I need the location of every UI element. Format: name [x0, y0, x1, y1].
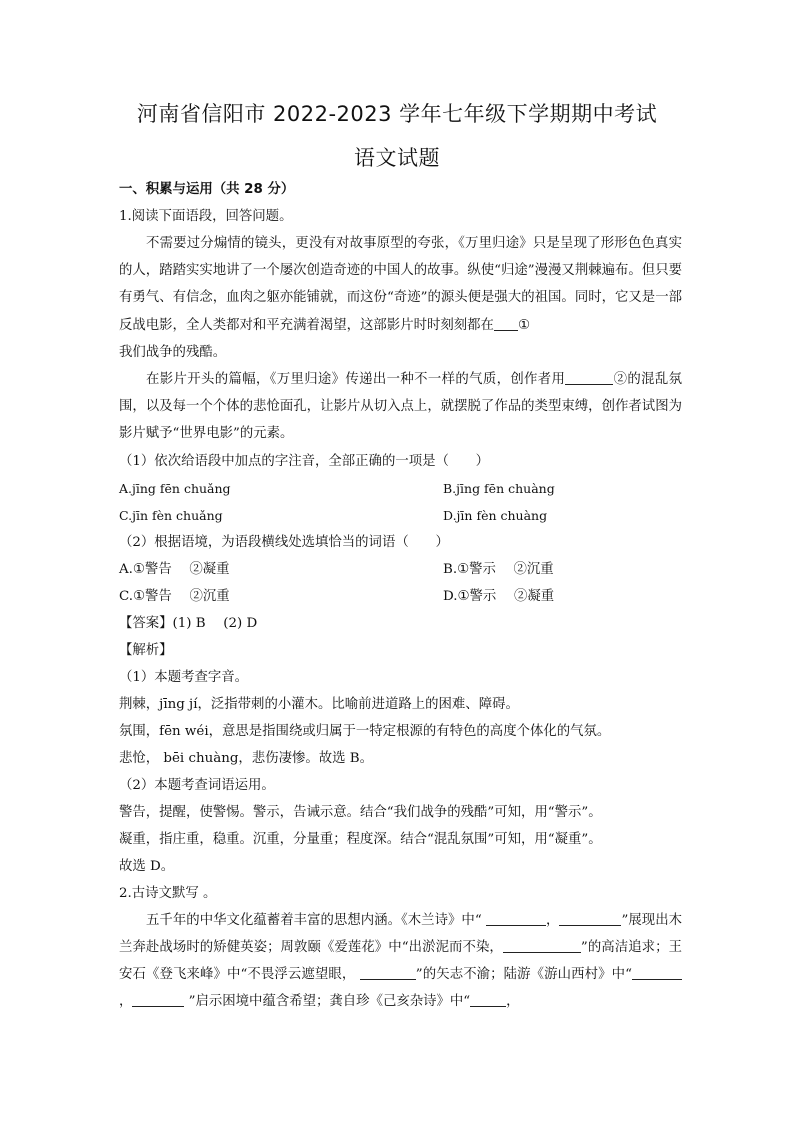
paragraph-text: ”的高洁追求；王安石《登飞来峰》中“不畏浮云遮望眼， — [119, 939, 682, 983]
analysis-line: 荆棘，jīng jí，泛指带刺的小灌木。比喻前进道路上的困难、障碍。 — [119, 696, 519, 712]
paragraph-text: 五千年的中华文化蕴蓄着丰富的思想内涵。《木兰诗》中“ — [146, 912, 486, 928]
paragraph-text: ”展现出木兰奔赴战场时的矫健英姿；周敦颐《爱莲花》中“出淤泥而不染， — [119, 912, 683, 955]
punctuation: ， — [119, 994, 133, 1010]
analysis-line: （2）本题考查词语运用。 — [119, 777, 275, 793]
punctuation: ， — [506, 994, 520, 1010]
option-c: C.①警告 ②沉重 — [119, 588, 230, 604]
reading-paragraph-2 — [119, 366, 682, 448]
analysis-line: （1）本题考查字音。 — [119, 669, 249, 685]
paragraph-text: 我们战争的残酷。 — [119, 344, 227, 360]
analysis-line: 凝重，指庄重，稳重。沉重，分量重；程度深。结合“混乱氛围”可知，用“凝重”。 — [119, 831, 602, 847]
options-row — [119, 502, 682, 529]
fill-blank — [559, 910, 621, 926]
question-1-stem: 1.阅读下面语段，回答问题。 — [119, 209, 293, 224]
reading-paragraph-1 — [119, 230, 682, 366]
answer-line: 【答案】(1) B (2) D — [119, 615, 258, 631]
paragraph-text: 的混乱氛围，以及每一个个体的悲怆面孔，让影片从切入点上，就摆脱了作品的类型束缚，创作者试图为影片赋予“世界电影”的元素。 — [119, 372, 682, 442]
options-row — [119, 556, 682, 583]
option-d: D.①警示 ②凝重 — [443, 588, 555, 604]
fill-blank — [132, 991, 184, 1007]
fill-blank — [632, 964, 682, 980]
analysis-label: 【解析】 — [119, 642, 173, 658]
fill-blank — [486, 910, 546, 926]
fill-blank — [360, 964, 416, 980]
paragraph-text: 在影片开头的篇幅，《万里归途》传递出一种不一样的气质，创作者用 — [146, 372, 566, 388]
option-b: B.①警示 ②沉重 — [443, 561, 554, 577]
option-b: B.jīng fēn chuàng — [443, 480, 555, 496]
paragraph-text: 不需要过分煽情的镜头，更没有对故事原型的夸张，《万里归途》只是呈现了形形色色真实的人，踏踏实实地讲了一个屡次创造奇迹的中国人的故事。纵使“归途”漫漫又荆棘遍布。但只要有勇气、有信念，血肉之躯亦能铺就，而这份“奇迹”的源头便是强大的祖国。同时，它又是一部反战电影，全人类都对和平充满着渴望，这部影片时时刻刻都在 — [119, 236, 682, 333]
fill-blank — [565, 369, 613, 385]
analysis-line: 悲怆， bēi chuàng，悲伤凄惨。故选 B。 — [119, 750, 374, 766]
option-d: D.jīn fèn chuàng — [443, 507, 548, 523]
option-a: A.①警告 ②凝重 — [119, 561, 230, 577]
analysis-line: 氛围，fēn wéi，意思是指围绕或归属于一特定根源的有特色的高度个体化的气氛。 — [119, 723, 611, 739]
exam-content — [119, 176, 682, 1015]
page-title: 河南省信阳市 2022-2023 学年七年级下学期期中考试 — [136, 102, 658, 126]
fill-blank — [503, 937, 581, 953]
question-2-stem: 2.古诗文默写 。 — [119, 885, 217, 901]
section-heading: 一、积累与运用（共 28 分） — [119, 182, 295, 197]
option-a: A.jīng fēn chuǎng — [119, 480, 231, 496]
paragraph-text: ”的矢志不渝；陆游《游山西村》中“ — [415, 967, 632, 983]
paragraph-text: ”启示困境中蕴含希望；龚自珍《己亥杂诗》中“ — [184, 994, 471, 1010]
analysis-line: 故选 D。 — [119, 858, 175, 874]
option-c: C.jīn fèn chuǎng — [119, 507, 223, 523]
subquestion-2-stem: （2）根据语境，为语段横线处选填恰当的词语（ ） — [119, 534, 449, 550]
punctuation: ， — [546, 912, 560, 928]
blank-marker: ② — [613, 372, 628, 388]
options-row — [119, 475, 682, 502]
options-row — [119, 583, 682, 610]
blank-marker: ① — [517, 317, 530, 333]
poetry-paragraph — [119, 907, 682, 1016]
page-subtitle: 语文试题 — [354, 146, 440, 170]
analysis-line: 警告，提醒，使警惕。警示，告诫示意。结合“我们战争的残酷”可知，用“警示”。 — [119, 804, 602, 820]
fill-blank — [470, 991, 506, 1007]
subquestion-1-stem: （1）依次给语段中加点的字注音，全部正确的一项是（ ） — [119, 453, 490, 469]
fill-blank — [494, 315, 518, 331]
